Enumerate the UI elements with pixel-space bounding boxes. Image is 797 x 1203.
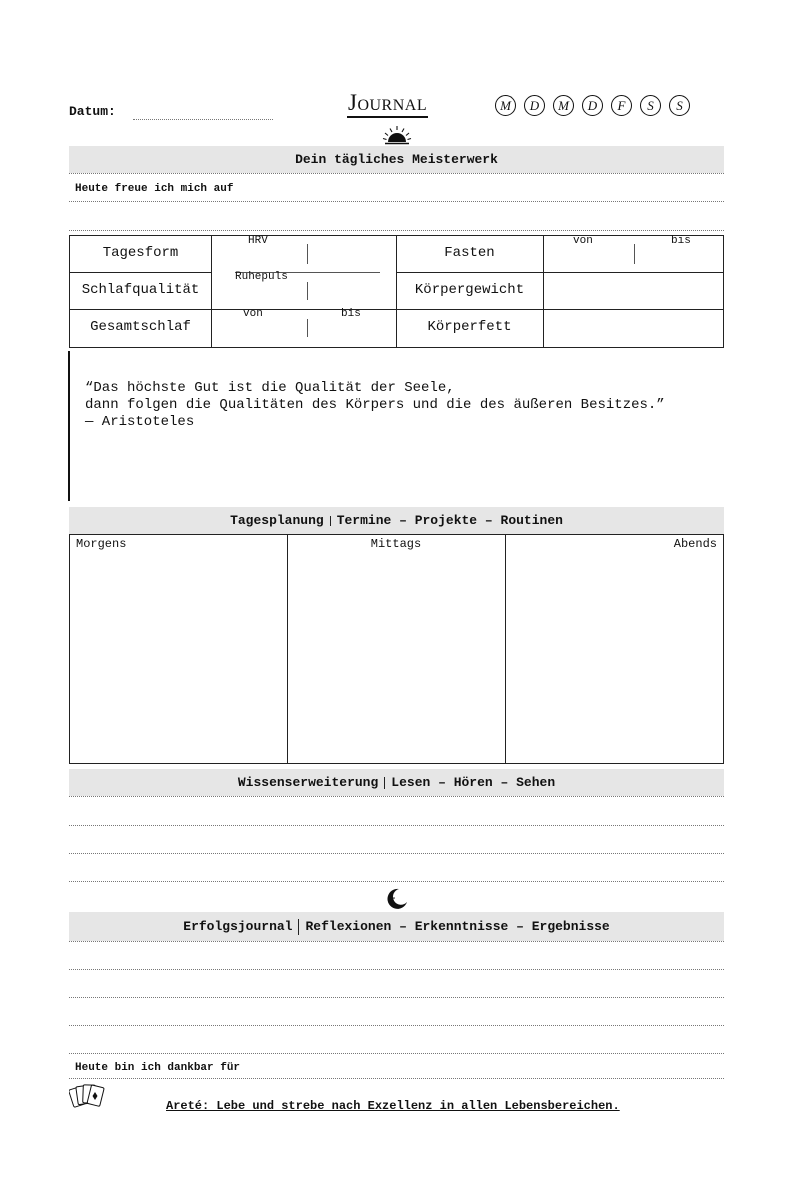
divider xyxy=(69,173,724,174)
datum-label: Datum: xyxy=(69,104,116,119)
section-header-wissen xyxy=(69,769,724,796)
writing-line[interactable] xyxy=(69,997,724,998)
fasten-bis-label: bis xyxy=(671,235,691,247)
footer-motto: Areté: Lebe und strebe nach Exzellenz in allen Lebensbereichen. xyxy=(166,1099,620,1113)
page-title: Journal xyxy=(347,90,428,118)
weekday-mon[interactable]: M xyxy=(495,95,516,116)
quote-line: “Das höchste Gut ist die Qualität der Seele, xyxy=(85,380,455,396)
writing-line[interactable] xyxy=(69,1078,724,1079)
dankbar-label: Heute bin ich dankbar für xyxy=(75,1062,241,1074)
koerpergewicht-label: Körpergewicht xyxy=(414,282,525,298)
section-title: Erfolgsjournal xyxy=(183,919,293,934)
writing-line[interactable] xyxy=(69,853,724,854)
koerperfett-label: Körperfett xyxy=(427,319,512,335)
writing-line[interactable] xyxy=(69,825,724,826)
fasten-von-label: von xyxy=(573,235,593,247)
writing-line[interactable] xyxy=(69,1025,724,1026)
weekday-tue[interactable]: D xyxy=(524,95,545,116)
section-title: Tagesplanung xyxy=(230,513,324,528)
section-title: Dein tägliches Meisterwerk xyxy=(295,152,498,167)
moon-icon xyxy=(386,888,408,915)
weekday-sat[interactable]: S xyxy=(640,95,661,116)
metrics-table xyxy=(69,235,724,348)
section-subtitle: Lesen – Hören – Sehen xyxy=(391,775,556,790)
column-abends: Abends xyxy=(673,537,717,551)
section-title: Wissenserweiterung xyxy=(237,775,379,790)
quote-author: — Aristoteles xyxy=(85,414,195,430)
writing-line[interactable] xyxy=(69,201,724,202)
column-mittags: Mittags xyxy=(370,537,422,551)
writing-line[interactable] xyxy=(69,230,724,231)
divider xyxy=(69,796,724,797)
section-subtitle: Termine – Projekte – Routinen xyxy=(336,513,563,528)
playing-cards-icon xyxy=(69,1082,109,1119)
schlafqualitaet-label: Schlafqualität xyxy=(81,282,200,298)
weekday-sun[interactable]: S xyxy=(669,95,690,116)
section-header-tagesplanung xyxy=(69,507,724,534)
tagesform-label: Tagesform xyxy=(102,245,179,261)
planning-grid xyxy=(69,534,724,764)
divider xyxy=(69,941,724,942)
weekday-selector xyxy=(495,95,690,116)
writing-line[interactable] xyxy=(69,969,724,970)
datum-field[interactable] xyxy=(133,119,273,120)
section-subtitle: Reflexionen – Erkenntnisse – Ergebnisse xyxy=(305,919,610,934)
writing-line[interactable] xyxy=(69,1053,724,1054)
section-header-erfolgsjournal xyxy=(69,912,724,941)
gesamtschlaf-label: Gesamtschlaf xyxy=(90,319,191,335)
fasten-label: Fasten xyxy=(444,245,495,261)
ruhepuls-label: Ruhepuls xyxy=(235,271,288,283)
schlaf-von-label: von xyxy=(243,308,263,320)
quote-bar xyxy=(68,351,70,501)
weekday-thu[interactable]: D xyxy=(582,95,603,116)
section-header-meisterwerk xyxy=(69,146,724,173)
writing-line[interactable] xyxy=(69,881,724,882)
hrv-label: HRV xyxy=(248,235,268,247)
freue-label: Heute freue ich mich auf xyxy=(75,183,234,195)
weekday-wed[interactable]: M xyxy=(553,95,574,116)
quote-line: dann folgen die Qualitäten des Körpers und die des äußeren Besitzes.” xyxy=(85,397,665,413)
schlaf-bis-label: bis xyxy=(341,308,361,320)
weekday-fri[interactable]: F xyxy=(611,95,632,116)
quote xyxy=(85,380,665,431)
column-morgens: Morgens xyxy=(76,537,127,551)
